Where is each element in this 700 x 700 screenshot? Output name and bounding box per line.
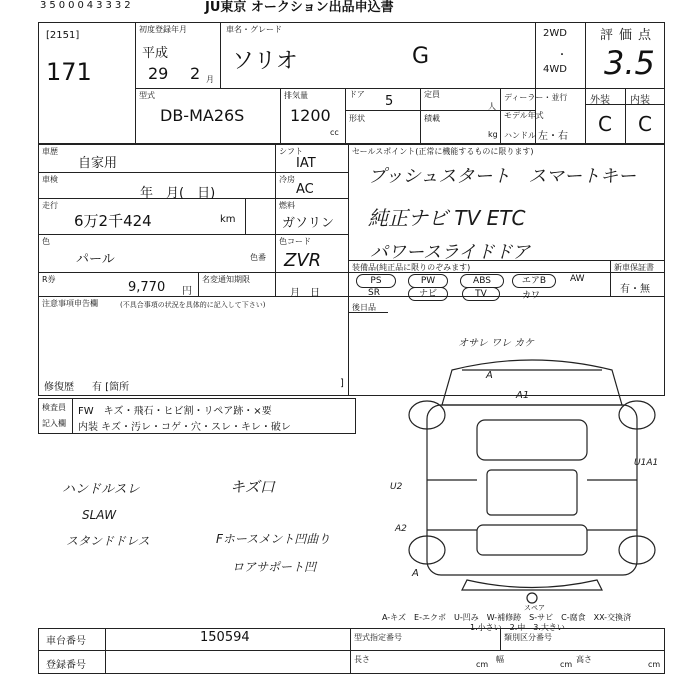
- shift-label: シフト: [279, 147, 303, 156]
- equip-tv: TV: [462, 287, 500, 301]
- barcode-number: 3500043332: [40, 0, 134, 11]
- handle-value: 左・右: [538, 131, 568, 142]
- legend-line-2: 1.小さい 2.中 3.大きい: [470, 623, 565, 632]
- exterior-label: 外装: [590, 95, 610, 106]
- color-label: 色: [42, 237, 50, 246]
- shift-value: IAT: [296, 156, 316, 171]
- equip-pw: PW: [408, 274, 448, 288]
- reg-year: 29: [148, 64, 169, 83]
- mark-a2: A2: [395, 524, 407, 534]
- width-cm: cm: [560, 660, 573, 669]
- displacement-value: 1200: [290, 106, 331, 125]
- load-unit: kg: [488, 130, 498, 139]
- size-number-label: 型式指定番号: [354, 633, 402, 642]
- model-year-label: モデル年式: [504, 111, 544, 120]
- hand-note-right-3: ロアサポート凹: [232, 560, 317, 574]
- mileage-label: 走行: [42, 201, 58, 210]
- drive-4wd: 4WD: [543, 64, 567, 75]
- repair-value: 有 [箇所: [92, 382, 130, 393]
- door-label: ドア: [349, 90, 365, 99]
- repair-close: ]: [340, 378, 344, 389]
- colorcode-value: ZVR: [284, 250, 322, 271]
- notice-label: 名変通知期限: [202, 275, 250, 284]
- recycle-unit: 円: [182, 286, 192, 297]
- hood-outline: [442, 360, 622, 405]
- windshield: [477, 420, 587, 460]
- rear-window: [477, 525, 587, 555]
- width-label: 幅: [496, 655, 504, 664]
- reg-month: 2: [190, 64, 201, 83]
- diagram-top-note: オサレ ワレ カケ: [458, 338, 535, 349]
- length-cm: cm: [476, 660, 489, 669]
- reg-number-label: 登録番号: [46, 660, 86, 671]
- mileage-unit: km: [220, 214, 236, 225]
- usage-label: 車歴: [42, 147, 58, 156]
- model-label: 型式: [139, 91, 155, 100]
- door-value: 5: [385, 94, 394, 109]
- shape-label: 形状: [349, 114, 365, 123]
- model-value: DB-MA26S: [160, 106, 245, 125]
- mark-spare: スペア: [524, 604, 545, 612]
- drive-2wd: 2WD: [543, 28, 567, 39]
- warranty-value: 有・無: [620, 284, 650, 295]
- mark-a-front: A: [486, 370, 493, 381]
- chassis-label: 車台番号: [46, 636, 86, 647]
- post-seat-label: 後日品: [352, 303, 376, 312]
- interior-label: 内装: [630, 95, 650, 106]
- color-value: パール: [76, 252, 115, 267]
- interior-grade: C: [638, 112, 652, 136]
- equip-aw: AW: [570, 274, 585, 284]
- era: 平成: [142, 46, 169, 61]
- lot-ref: [2151]: [46, 30, 80, 41]
- fuel-label: 燃料: [279, 201, 295, 210]
- inspector-label-2: 記入欄: [42, 419, 66, 428]
- dealer-label: ディーラー・並行: [504, 93, 568, 102]
- handle-label: ハンドル: [504, 131, 536, 140]
- car-damage-diagram: [392, 330, 672, 612]
- month-unit: 月: [206, 75, 214, 84]
- height-cm: cm: [648, 660, 661, 669]
- equip-leather: カワ: [522, 291, 541, 301]
- rear-bumper: [462, 580, 602, 590]
- capacity-unit: 人: [488, 102, 496, 111]
- legend-line-1: A-キズ E-エクボ U-凹み W-補修跡 S-サビ C-腐食 XX-交換済: [382, 613, 632, 622]
- recycle-value: 9,770: [128, 280, 166, 295]
- shaken-label: 車検: [42, 175, 58, 184]
- notes-label: 注意事項申告欄: [42, 299, 98, 308]
- car-grade: G: [412, 44, 430, 69]
- mark-a1-hood: A1: [516, 390, 530, 401]
- equip-sr: SR: [368, 288, 380, 298]
- warranty-label: 新車保証書: [614, 263, 654, 272]
- mileage-value: 6万2千424: [74, 212, 152, 230]
- notes-sub: (不具合事項の状況を具体的に記入して下さい): [120, 301, 266, 309]
- inspector-row-1: FW キズ・飛石・ヒビ割・リペア跡・×要: [78, 406, 272, 417]
- first-reg-label: 初度登録年月: [139, 25, 187, 34]
- car-name: ソリオ: [232, 49, 298, 74]
- auction-title: JU東京 オークション出品申込書: [205, 0, 394, 15]
- color-code-label: 色番: [250, 253, 266, 262]
- category-number-label: 類別区分番号: [504, 633, 552, 642]
- inspector-label-1: 検査員: [42, 403, 66, 412]
- displacement-label: 排気量: [284, 91, 308, 100]
- mark-u1a1: U1A1: [634, 458, 659, 468]
- hand-note-right-1: キズ口: [230, 478, 275, 496]
- length-label: 長さ: [354, 655, 370, 664]
- equipment-label: 装備品(純正品に限りのぞみます): [352, 263, 471, 272]
- shaken-value: 年 月( 日): [140, 186, 216, 201]
- sales-point-1: プッシュスタート スマートキー: [368, 166, 637, 187]
- hand-note-left-2: SLAW: [82, 508, 117, 522]
- roof: [487, 470, 577, 515]
- usage-value: 自家用: [78, 156, 118, 171]
- height-label: 高さ: [576, 655, 592, 664]
- exterior-grade: C: [598, 112, 612, 136]
- repair-label: 修復歴: [44, 382, 74, 393]
- aircon-value: AC: [296, 182, 314, 197]
- eval-score: 3.5: [604, 44, 655, 82]
- eval-label: 評価点: [600, 28, 658, 43]
- body-outline: [427, 405, 637, 575]
- chassis-value: 150594: [200, 630, 250, 645]
- hand-note-left-3: スタンドドレス: [66, 534, 150, 548]
- equip-abs: ABS: [460, 274, 504, 288]
- spare-wheel: [527, 593, 537, 603]
- hand-note-left-1: ハンドルスレ: [62, 482, 140, 497]
- sales-point-label: セールスポイント(正常に機能するものに限ります): [352, 147, 534, 156]
- inspector-row-2: 内装 キズ・汚レ・コゲ・穴・スレ・キレ・破レ: [78, 422, 291, 433]
- lot-number: 171: [46, 58, 92, 86]
- sales-point-2: 純正ナビ TV ETC: [368, 206, 526, 230]
- sales-point-3: パワースライドドア: [370, 242, 531, 263]
- fuel-value: ガソリン: [282, 216, 335, 231]
- notice-value: 月 日: [290, 288, 320, 299]
- equip-navi: ナビ: [408, 287, 448, 301]
- load-label: 積載: [424, 114, 440, 123]
- equip-airbag: エアB: [512, 274, 556, 288]
- recycle-label: R券: [42, 275, 56, 284]
- aircon-label: 冷房: [279, 175, 295, 184]
- capacity-label: 定員: [424, 90, 440, 99]
- mark-a-rear: A: [412, 568, 419, 579]
- name-grade-label: 車名・グレード: [226, 25, 282, 34]
- colorcode-label: 色コード: [279, 237, 311, 246]
- hand-note-right-2: Fホースメント凹曲り: [216, 532, 331, 546]
- top-section: [38, 22, 665, 144]
- displacement-unit: cc: [330, 128, 339, 137]
- mark-u2: U2: [390, 482, 403, 492]
- equip-ps: PS: [356, 274, 396, 288]
